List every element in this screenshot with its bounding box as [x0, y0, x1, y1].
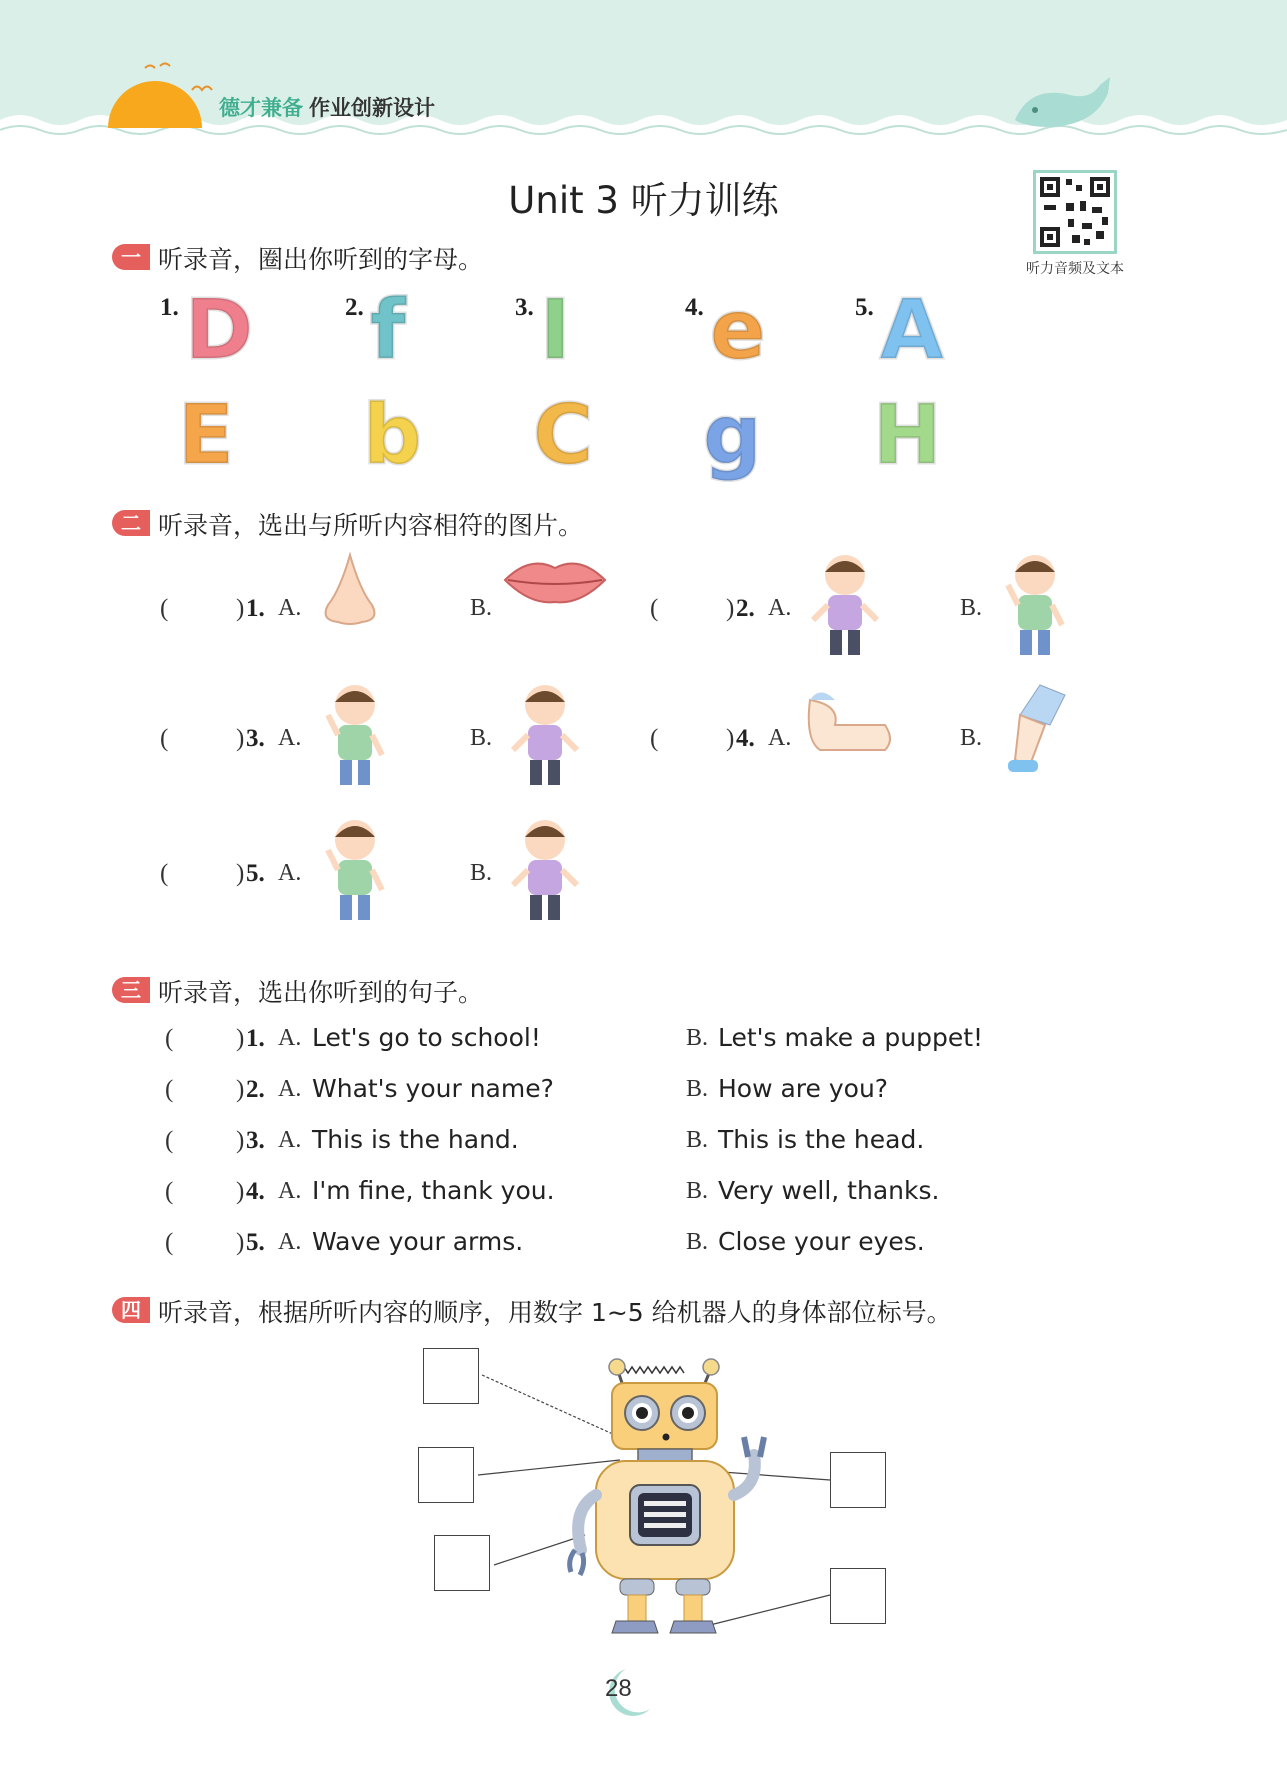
option-a-label: A.	[278, 1229, 302, 1255]
label-box[interactable]	[423, 1348, 479, 1404]
section4-instruction: 听录音，根据所听内容的顺序，用数字 1~5 给机器人的身体部位标号。	[158, 1298, 952, 1327]
item-number: 3.	[515, 294, 534, 321]
letter-option[interactable]: E	[178, 388, 235, 483]
option-b-sentence[interactable]: Let's make a puppet!	[718, 1023, 984, 1052]
option-b-label: B.	[960, 725, 983, 751]
answer-paren-close: )	[236, 1127, 245, 1154]
section3-instruction: 听录音，选出你听到的句子。	[158, 978, 484, 1007]
letter-option[interactable]: g	[703, 388, 762, 483]
option-b-label: B.	[686, 1127, 709, 1153]
answer-paren-close: )	[726, 725, 735, 752]
answer-paren-open[interactable]: (	[165, 1229, 174, 1256]
section2-instruction: 听录音，选出与所听内容相符的图片。	[158, 511, 584, 540]
answer-paren-open[interactable]: (	[160, 595, 169, 622]
letter-option[interactable]: f	[370, 283, 406, 378]
answer-paren-close: )	[236, 595, 245, 622]
item-number: 1.	[160, 294, 179, 321]
option-b-label: B.	[686, 1229, 709, 1255]
option-b-sentence[interactable]: This is the head.	[718, 1125, 925, 1154]
option-a-picture-arm[interactable]	[800, 680, 900, 764]
item-number: 4.	[736, 725, 755, 752]
option-a-label: A.	[278, 595, 302, 621]
letter-option[interactable]: I	[540, 283, 571, 378]
robot-icon	[570, 1359, 764, 1633]
section2-badge: 二	[112, 510, 150, 536]
letter-option[interactable]: A	[880, 283, 944, 378]
sun-icon	[100, 60, 210, 130]
option-a-picture-boy-hands-on-hips[interactable]	[800, 550, 890, 664]
item-number: 3.	[246, 1127, 265, 1154]
label-box[interactable]	[830, 1452, 886, 1508]
answer-paren-open[interactable]: (	[165, 1178, 174, 1205]
section4-badge: 四	[112, 1297, 150, 1323]
answer-paren-open[interactable]: (	[165, 1127, 174, 1154]
option-a-sentence[interactable]: Let's go to school!	[312, 1023, 541, 1052]
answer-paren-close: )	[236, 1178, 245, 1205]
option-b-label: B.	[686, 1076, 709, 1102]
option-a-sentence[interactable]: I'm fine, thank you.	[312, 1176, 555, 1205]
option-b-picture-boy-hands-on-knees[interactable]	[990, 550, 1080, 664]
option-a-picture-boy-touching-face[interactable]	[310, 680, 400, 794]
brand-title	[219, 92, 435, 122]
option-a-label: A.	[278, 860, 302, 886]
option-a-label: A.	[768, 595, 792, 621]
answer-paren-open[interactable]: (	[650, 725, 659, 752]
option-a-picture-nose[interactable]	[310, 550, 390, 634]
item-number: 4.	[685, 294, 704, 321]
option-a-label: A.	[278, 1178, 302, 1204]
label-box[interactable]	[830, 1568, 886, 1624]
label-box[interactable]	[418, 1447, 474, 1503]
option-b-label: B.	[470, 860, 493, 886]
label-box[interactable]	[434, 1535, 490, 1591]
option-b-label: B.	[470, 725, 493, 751]
section3-badge: 三	[112, 977, 150, 1003]
option-a-label: A.	[768, 725, 792, 751]
qr-label: 听力音频及文本	[1026, 261, 1124, 277]
answer-paren-close: )	[236, 725, 245, 752]
option-a-sentence[interactable]: Wave your arms.	[312, 1227, 524, 1256]
option-a-sentence[interactable]: This is the hand.	[312, 1125, 519, 1154]
option-b-label: B.	[470, 595, 493, 621]
letter-option[interactable]: C	[533, 388, 594, 483]
answer-paren-close: )	[236, 860, 245, 887]
letter-option[interactable]: e	[710, 283, 766, 378]
option-b-picture-leg[interactable]	[990, 680, 1070, 784]
item-number: 5.	[855, 294, 874, 321]
bird-icon	[190, 80, 215, 95]
item-number: 5.	[246, 860, 265, 887]
whale-icon	[1010, 75, 1120, 135]
item-number: 1.	[246, 595, 265, 622]
qr-code-icon[interactable]	[1033, 170, 1117, 254]
item-number: 4.	[246, 1178, 265, 1205]
section1-badge: 一	[112, 244, 150, 270]
option-a-label: A.	[278, 1025, 302, 1051]
option-b-sentence[interactable]: Very well, thanks.	[718, 1176, 940, 1205]
answer-paren-close: )	[236, 1025, 245, 1052]
page-number: 28	[605, 1675, 632, 1702]
item-number: 5.	[246, 1229, 265, 1256]
page-title: Unit 3 听力训练	[508, 179, 779, 222]
option-a-label: A.	[278, 725, 302, 751]
letter-option[interactable]: H	[873, 388, 942, 483]
letter-option[interactable]: b	[363, 388, 422, 483]
option-a-label: A.	[278, 1127, 302, 1153]
answer-paren-close: )	[236, 1076, 245, 1103]
option-b-picture-mouth[interactable]	[500, 550, 610, 614]
answer-paren-open[interactable]: (	[165, 1025, 174, 1052]
option-a-sentence[interactable]: What's your name?	[312, 1074, 554, 1103]
option-b-picture-boy-touching-ear[interactable]	[500, 680, 590, 794]
item-number: 3.	[246, 725, 265, 752]
option-a-picture-boy-stamping-foot[interactable]	[310, 815, 400, 929]
item-number: 1.	[246, 1025, 265, 1052]
answer-paren-open[interactable]: (	[160, 725, 169, 752]
answer-paren-open[interactable]: (	[165, 1076, 174, 1103]
answer-paren-open[interactable]: (	[650, 595, 659, 622]
brand-green: 德才兼备	[219, 96, 303, 120]
option-b-sentence[interactable]: How are you?	[718, 1074, 889, 1103]
option-a-label: A.	[278, 1076, 302, 1102]
option-b-picture-girl-clapping[interactable]	[500, 815, 590, 929]
answer-paren-open[interactable]: (	[160, 860, 169, 887]
answer-paren-close: )	[726, 595, 735, 622]
option-b-label: B.	[686, 1178, 709, 1204]
item-number: 2.	[345, 294, 364, 321]
item-number: 2.	[246, 1076, 265, 1103]
option-b-label: B.	[686, 1025, 709, 1051]
option-b-sentence[interactable]: Close your eyes.	[718, 1227, 925, 1256]
item-number: 2.	[736, 595, 755, 622]
option-b-label: B.	[960, 595, 983, 621]
answer-paren-close: )	[236, 1229, 245, 1256]
letter-option[interactable]: D	[185, 283, 254, 378]
brand-dark: 作业创新设计	[309, 96, 435, 120]
section1-instruction: 听录音，圈出你听到的字母。	[158, 245, 484, 274]
